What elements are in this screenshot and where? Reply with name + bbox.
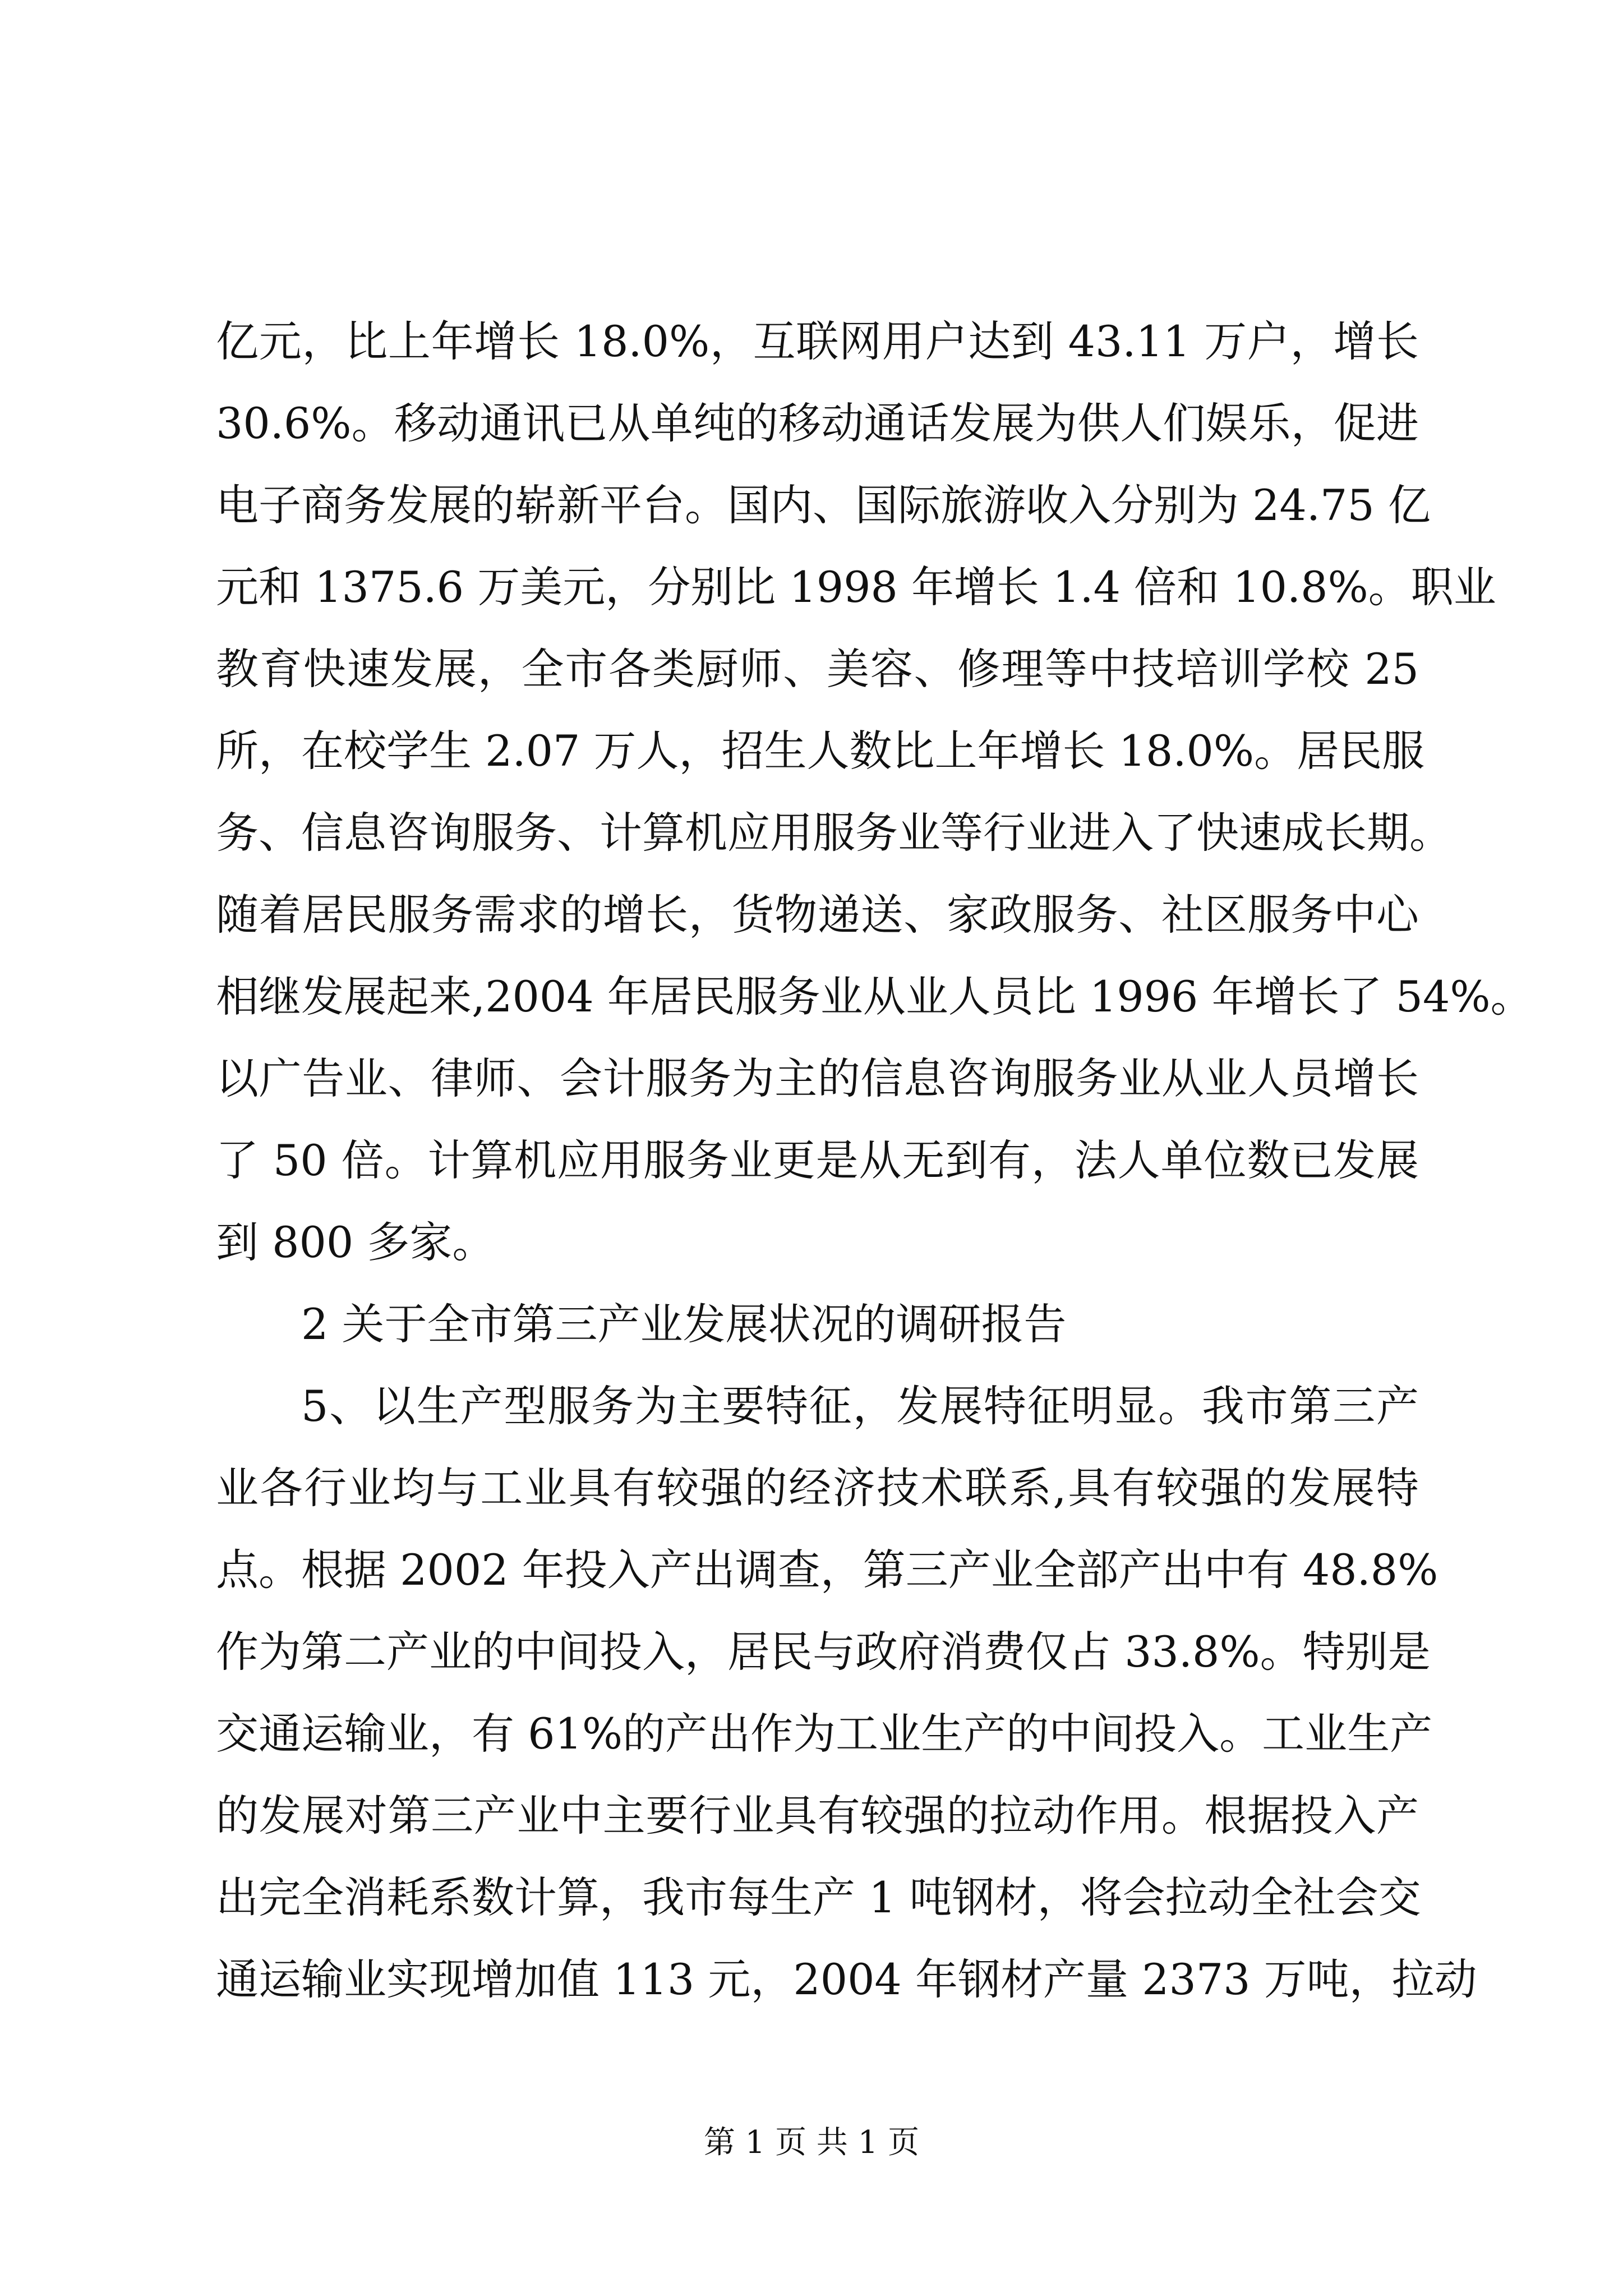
section-heading: 2 关于全市第三产业发展状况的调研报告 [301, 1299, 1067, 1349]
text-line-15: 业各行业均与工业具有较强的经济技术联系,具有较强的发展特 [216, 1463, 1419, 1513]
text-line-5: 教育快速发展，全市各类厨师、美容、修理等中技培训学校 25 [216, 644, 1419, 694]
text-line-19: 的发展对第三产业中主要行业具有较强的拉动作用。根据投入产 [216, 1791, 1419, 1841]
text-line-6: 所，在校学生 2.07 万人，招生人数比上年增长 18.0%。居民服 [216, 726, 1425, 776]
text-line-4: 元和 1375.6 万美元，分别比 1998 年增长 1.4 倍和 10.8%。职业 [216, 562, 1496, 612]
text-line-14: 5、以生产型服务为主要特征，发展特征明显。我市第三产 [301, 1381, 1419, 1431]
text-line-7: 务、信息咨询服务、计算机应用服务业等行业进入了快速成长期。 [216, 808, 1452, 858]
text-line-21: 通运输业实现增加值 113 元，2004 年钢材产量 2373 万吨，拉动 [216, 1954, 1477, 2004]
text-line-16: 点。根据 2002 年投入产出调查，第三产业全部产出中有 48.8% [216, 1545, 1438, 1595]
page-number-footer: 第 1 页 共 1 页 [703, 2124, 920, 2161]
text-line-11: 了 50 倍。计算机应用服务业更是从无到有，法人单位数已发展 [216, 1135, 1419, 1185]
text-line-9: 相继发展起来,2004 年居民服务业从业人员比 1996 年增长了 54%。 [216, 972, 1533, 1022]
text-line-20: 出完全消耗系数计算，我市每生产 1 吨钢材，将会拉动全社会交 [216, 1872, 1421, 1922]
text-line-17: 作为第二产业的中间投入，居民与政府消费仅占 33.8%。特别是 [216, 1627, 1431, 1677]
text-line-12: 到 800 多家。 [216, 1217, 495, 1267]
text-line-1: 亿元，比上年增长 18.0%，互联网用户达到 43.11 万户，增长 [216, 316, 1419, 366]
text-line-18: 交通运输业，有 61%的产出作为工业生产的中间投入。工业生产 [216, 1709, 1433, 1759]
text-line-8: 随着居民服务需求的增长，货物递送、家政服务、社区服务中心 [216, 890, 1419, 940]
text-line-10: 以广告业、律师、会计服务为主的信息咨询服务业从业人员增长 [216, 1053, 1419, 1103]
text-line-2: 30.6%。移动通讯已从单纯的移动通话发展为供人们娱乐，促进 [216, 398, 1419, 448]
text-line-3: 电子商务发展的崭新平台。国内、国际旅游收入分别为 24.75 亿 [216, 480, 1431, 530]
document-body [216, 301, 1533, 2021]
